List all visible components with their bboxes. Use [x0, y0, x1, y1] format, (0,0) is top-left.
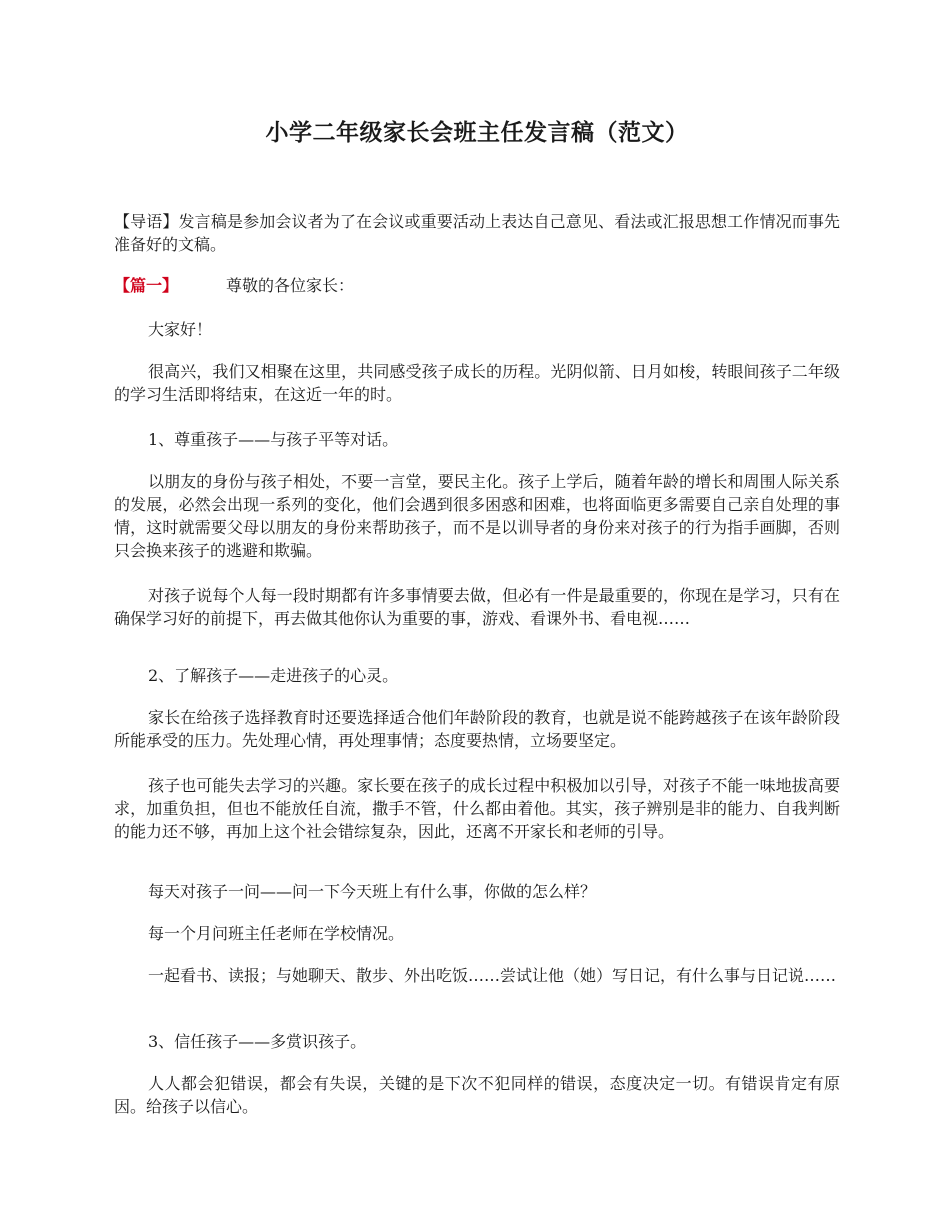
section-tag: 【篇一】 [114, 276, 179, 295]
paragraph: 大家好！ [148, 320, 213, 339]
paragraph: 很高兴，我们又相聚在这里，共同感受孩子成长的历程。光阴似箭、日月如梭，转眼间孩子二年级的学习生活即将结束，在这近一年的时。 [114, 362, 840, 404]
paragraph: 孩子也可能失去学习的兴趣。家长要在孩子的成长过程中积极加以引导，对孩子不能一味地拔高要求，加重负担，但也不能放任自流，撒手不管，什么都由着他。其实，孩子辨别是非的能力、自我判断的能力还不够，再加上这个社会错综复杂，因此，还离不开家长和老师的引导。 [114, 776, 840, 841]
paragraph: 以朋友的身份与孩子相处，不要一言堂，要民主化。孩子上学后，随着年龄的增长和周围人际关系的发展，必然会出现一系列的变化，他们会遇到很多困惑和困难，也将面临更多需要自己亲自处理的事情，这时就需要父母以朋友的身份来帮助孩子，而不是以训导者的身份来对孩子的行为指手画脚，否则只会换来孩子的逃避和欺骗。 [114, 472, 840, 560]
paragraph: 对孩子说每个人每一段时期都有许多事情要去做，但必有一件是最重要的，你现在是学习，只有在确保学习好的前提下，再去做其他你认为重要的事，游戏、看课外书、看电视…… [114, 586, 840, 628]
section-heading [114, 274, 840, 297]
intro-paragraph: 【导语】发言稿是参加会议者为了在会议或重要活动上表达自己意见、看法或汇报思想工作情况而事先准备好的文稿。 [114, 212, 840, 254]
paragraph: 每天对孩子一问——问一下今天班上有什么事，你做的怎么样？ [148, 882, 597, 901]
salutation: 尊敬的各位家长： [226, 276, 355, 295]
paragraph: 每一个月问班主任老师在学校情况。 [148, 924, 405, 943]
paragraph: 人人都会犯错误，都会有失误，关键的是下次不犯同样的错误，态度决定一切。有错误肯定有原因。给孩子以信心。 [114, 1074, 840, 1116]
point-heading: 2、了解孩子——走进孩子的心灵。 [148, 666, 399, 685]
paragraph: 家长在给孩子选择教育时还要选择适合他们年龄阶段的教育，也就是说不能跨越孩子在该年龄阶段所能承受的压力。先处理心情，再处理事情；态度要热情，立场要坚定。 [114, 708, 840, 750]
paragraph: 一起看书、读报；与她聊天、散步、外出吃饭……尝试让他（她）写日记，有什么事与日记说…… [148, 966, 837, 985]
page-title: 小学二年级家长会班主任发言稿（范文） [265, 120, 689, 146]
point-heading: 1、尊重孩子——与孩子平等对话。 [148, 430, 399, 449]
point-heading: 3、信任孩子——多赏识孩子。 [148, 1032, 367, 1051]
